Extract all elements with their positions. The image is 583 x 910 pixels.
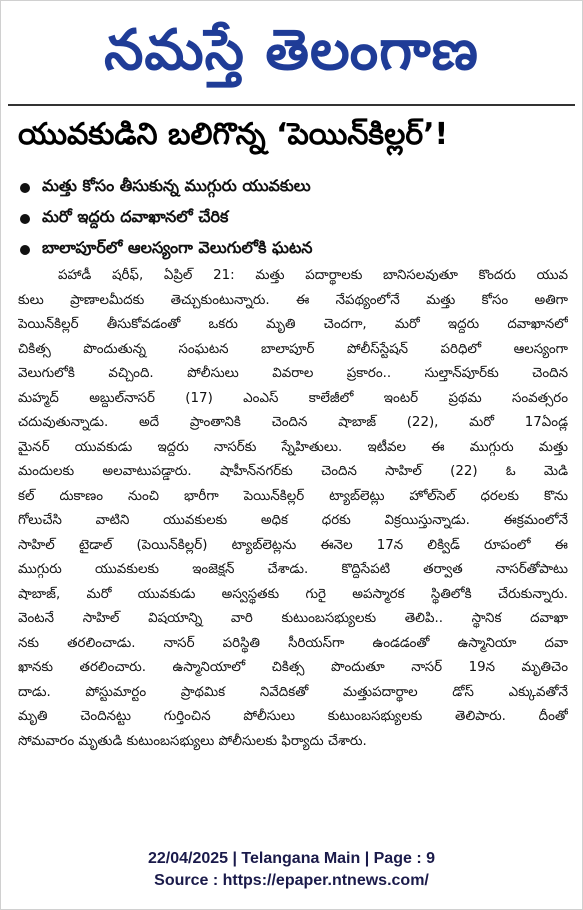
subheadline-text: మత్తు కోసం తీసుకున్న ముగ్గురు యువకులు [42, 176, 311, 195]
article-line: ముగ్గురు యువకులకు ఇంజెక్షన్‌ చేశాడు. కొద్దిసేపటి తర్వాత నాసర్‌తోపాటు [18, 562, 568, 577]
subheadline-list [20, 172, 560, 265]
newspaper-masthead [0, 0, 583, 100]
article-line: చికిత్స పొందుతున్న సంఘటన బాలాపూర్‌ పోలీస్‌స్టేషన్‌ పరిధిలో ఆలస్యంగా [18, 341, 568, 357]
article-line: మైనర్‌ యువకుడు ఇద్దరు నాసర్‌కు స్నేహితులు. ఇటీవల ఈ ముగ్గురు మత్తు [18, 439, 568, 455]
clipping-footer [0, 848, 583, 892]
subheadline-text: మరో ఇద్దరు దవాఖానలో చేరిక [42, 207, 229, 226]
article-line: మందులకు అలవాటుపడ్డారు. షాహీన్‌నగర్‌కు చెందిన సాహిల్‌ (22) ఓ మెడి [18, 464, 568, 479]
article-line: పెయిన్‌కిల్లర్‌ తీసుకోవడంతో ఒకరు మృతి చెందగా, మరో ఇద్దరు దవాఖానలో [18, 317, 568, 332]
bullet-icon [20, 183, 30, 193]
article-line: వెలుగులోకి వచ్చింది. పోలీసులు వివరాల ప్రకారం.. సుల్తాన్‌పూర్‌కు చెందిన [18, 366, 568, 381]
article-line: పహాడీ షరీఫ్‌, ఏప్రిల్‌ 21: మత్తు పదార్థాలకు బానిసలవుతూ కొందరు యువ [58, 268, 568, 283]
masthead-title: నమస్తే తెలంగాణ [104, 17, 479, 83]
bullet-icon [20, 214, 30, 224]
subheadline-item [20, 172, 560, 203]
article-paragraph [18, 264, 568, 754]
article-line: గోలుచేసి వాటిని యువకులకు అధిక ధరకు విక్రయిస్తున్నాడు. ఈక్రమంలోనే [18, 513, 568, 528]
article-line: వెంటనే సాహిల్‌ విషయాన్ని వారి కుటుంబసభ్యులకు తెలిపి.. స్థానిక దవాఖా [18, 611, 568, 626]
masthead-divider [8, 104, 575, 106]
article-line: కల్‌ దుకాణం నుంచి భారీగా పెయిన్‌కిల్లర్‌ ట్యాబ్‌లెట్లు హోల్‌సెల్‌ ధరలకు కొను [18, 488, 568, 504]
article-line: దాడు. పోస్టుమార్టం ప్రాథమిక నివేదికతో మత్తుపదార్థాల డోస్‌ ఎక్కువతోనే [18, 684, 568, 700]
article-line: మహ్మద్‌ అబ్దుల్‌నాసర్‌ (17) ఎంఎస్‌ కాలేజీలో ఇంటర్‌ ప్రథమ సంవత్సరం [18, 390, 568, 406]
article-line: చదువుతున్నాడు. అదే ప్రాంతానికి చెందిన షాబాజ్‌ (22), మరో 17ఏండ్ల [18, 415, 568, 430]
article-line: సాహిల్‌ టైడాల్‌ (పెయిన్‌కిల్లర్‌) ట్యాబ్‌లెట్లను ఈనెల 17న లిక్విడ్‌ రూపంలో ఈ [18, 537, 568, 553]
article-body [18, 264, 568, 754]
subheadline-item [20, 234, 560, 265]
article-line: కులు ప్రాణాలమీదకు తెచ్చుకుంటున్నారు. ఈ నేపథ్యంలోనే మత్తు కోసం అతిగా [18, 292, 568, 308]
source-link[interactable]: Source : https://epaper.ntnews.com/ [154, 872, 429, 889]
bullet-icon [20, 245, 30, 255]
article-headline: యువకుడిని బలిగొన్న ‘పెయిన్‌కిల్లర్‌’! [18, 117, 449, 152]
edition-info: 22/04/2025 | Telangana Main | Page : 9 [147, 850, 435, 867]
article-line: ఖానకు తరలించారు. ఉస్మానియాలో చికిత్స పొందుతూ నాసర్‌ 19న మృతిచెం [18, 660, 568, 675]
article-line: మృతి చెందినట్టు గుర్తించిన పోలీసులు కుటుంబసభ్యులకు తెలిపారు. దీంతో [18, 709, 568, 724]
subheadline-text: బాలాపూర్‌లో ఆలస్యంగా వెలుగులోకి ఘటన [42, 238, 313, 257]
subheadline-item [20, 203, 560, 234]
article-line: షాబాజ్‌, మరో యువకుడు అస్వస్థతకు గురై అపస్మారక స్థితిలోకి చేరుకున్నారు. [18, 586, 568, 602]
article-line: సోమవారం మృతుడి కుటుంబసభ్యులు పోలీసులకు ఫిర్యాదు చేశారు. [18, 733, 367, 749]
article-line: నకు తరలించాడు. నాసర్‌ పరిస్థితి సీరియస్‌గా ఉండడంతో ఉస్మానియా దవా [18, 635, 568, 651]
